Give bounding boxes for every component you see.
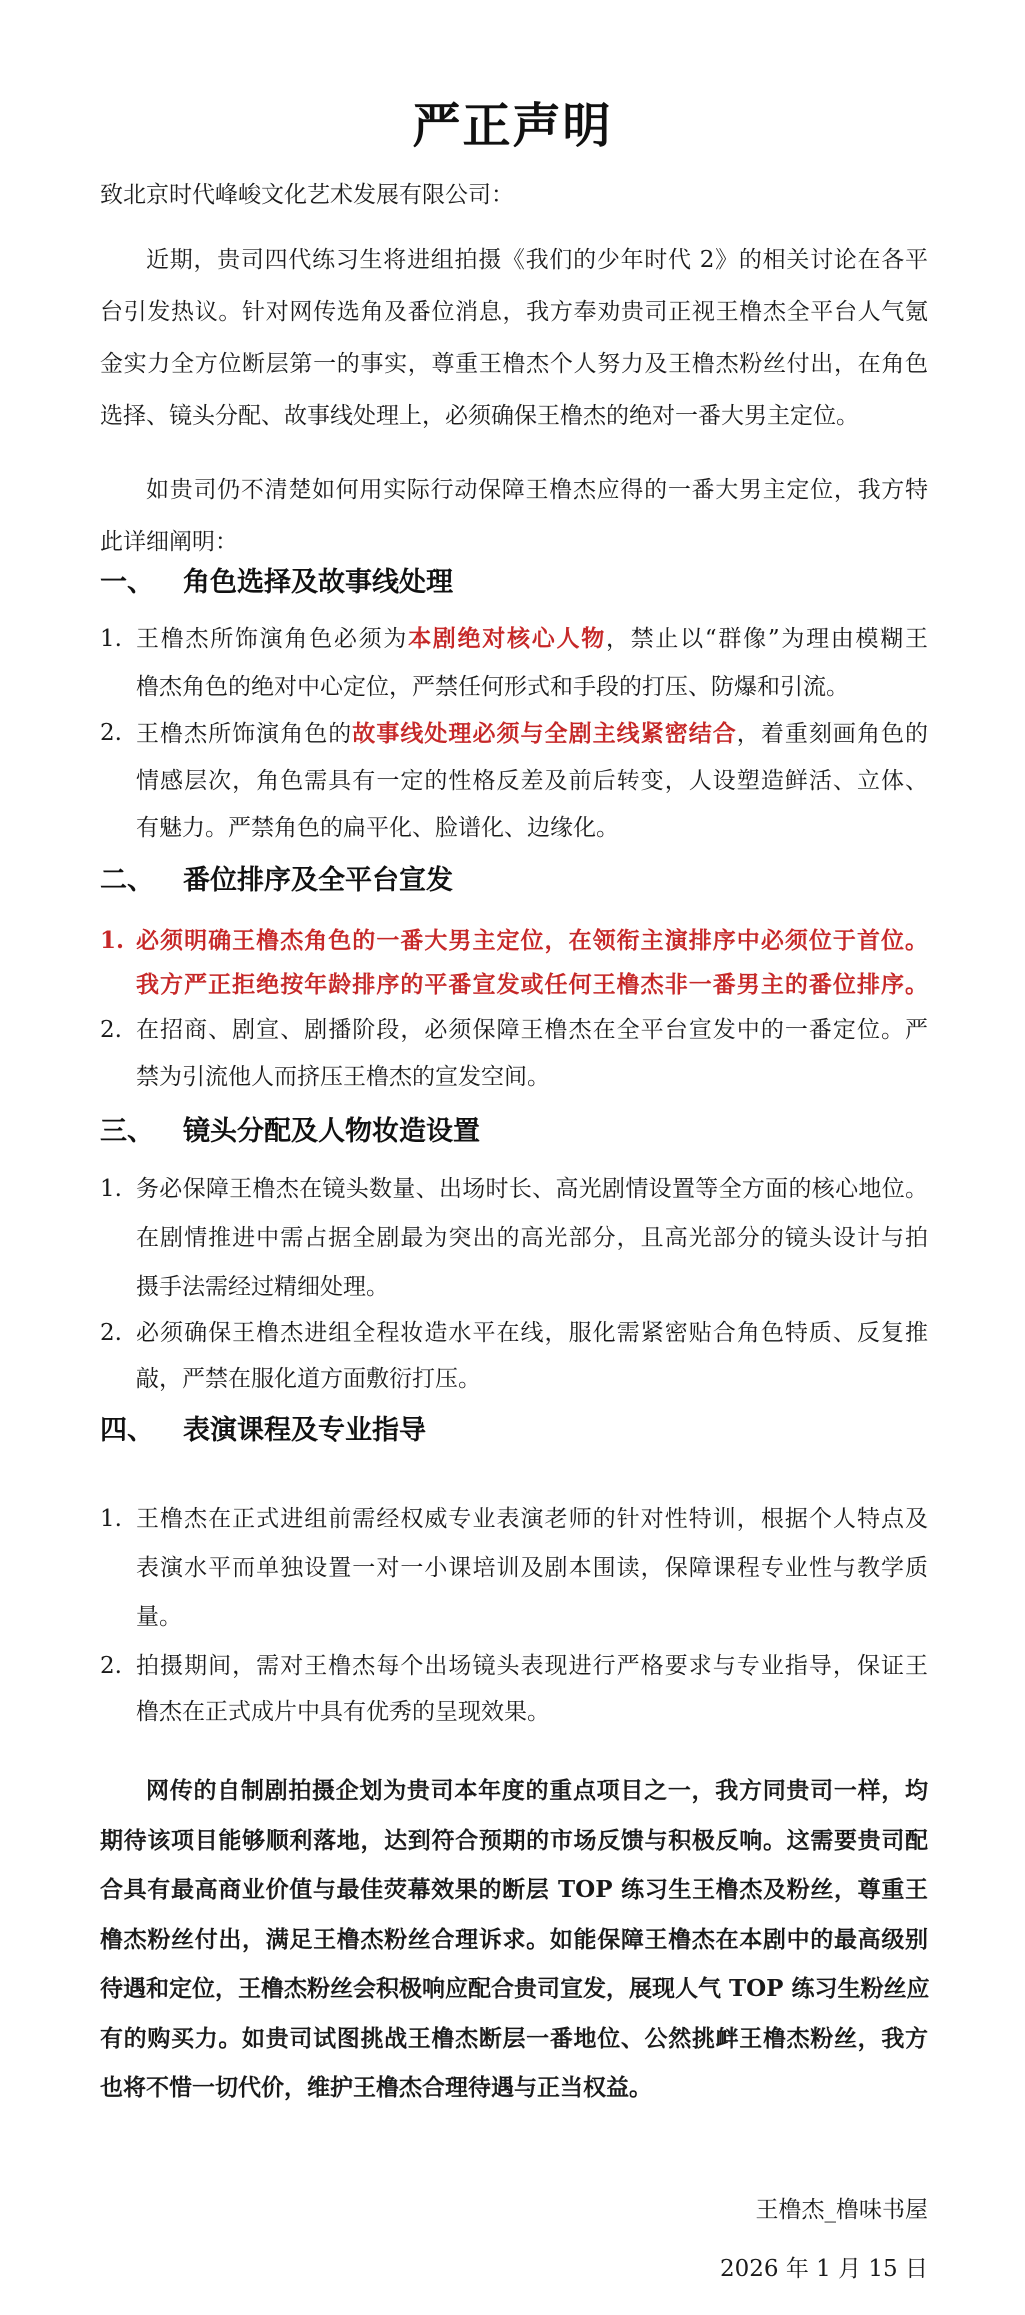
text-line: 金实力全方位断层第一的事实，尊重王橹杰个人努力及王橹杰粉丝付出，在角色 bbox=[100, 351, 928, 377]
item-number: 2. bbox=[100, 719, 122, 746]
list-item bbox=[100, 1495, 928, 1642]
item-number: 1. bbox=[100, 1175, 122, 1202]
text-line: 有魅力。严禁角色的扁平化、脸谱化、边缘化。 bbox=[136, 814, 619, 841]
text-segment: 王橹杰所饰演角色必须为 bbox=[136, 626, 409, 652]
item-number: 1. bbox=[100, 927, 125, 954]
text-line: 选择、镜头分配、故事线处理上，必须确保王橹杰的绝对一番大男主定位。 bbox=[100, 403, 859, 429]
text-line: 如贵司仍不清楚如何用实际行动保障王橹杰应得的一番大男主定位，我方特 bbox=[146, 477, 928, 503]
text-line: 务必保障王橹杰在镜头数量、出场时长、高光剧情设置等全方面的核心地位。 bbox=[136, 1175, 928, 1202]
salutation-text: 致北京时代峰峻文化艺术发展有限公司： bbox=[100, 182, 514, 208]
text-line: 橹杰在正式成片中具有优秀的呈现效果。 bbox=[136, 1699, 550, 1725]
text-line: 合具有最高商业价值与最佳荧幕效果的断层 TOP 练习生王橹杰及粉丝，尊重王 bbox=[100, 1876, 928, 1904]
item-number: 1. bbox=[100, 1505, 122, 1532]
document-title: 严正声明 bbox=[412, 98, 613, 154]
text-line: 情感层次，角色需具有一定的性格反差及前后转变，人设塑造鲜活、立体、 bbox=[136, 767, 928, 794]
text-line: 禁为引流他人而挤压王橹杰的宣发空间。 bbox=[136, 1063, 550, 1090]
section-title: 角色选择及故事线处理 bbox=[183, 567, 453, 598]
item-number: 1. bbox=[100, 626, 122, 652]
text-line: 王橹杰在正式进组前需经权威专业表演老师的针对性特训，根据个人特点及 bbox=[136, 1505, 928, 1532]
list-item bbox=[100, 1007, 928, 1101]
text-segment: 王橹杰所饰演角色的 bbox=[136, 720, 353, 747]
text-line: 待遇和定位，王橹杰粉丝会积极响应配合贵司宣发，展现人气 TOP 练习生粉丝应 bbox=[100, 1975, 930, 2003]
list-item bbox=[100, 1310, 928, 1402]
list-item bbox=[100, 615, 928, 711]
text-line: 橹杰角色的绝对中心定位，严禁任何形式和手段的打压、防爆和引流。 bbox=[136, 674, 849, 700]
section-title: 表演课程及专业指导 bbox=[183, 1415, 426, 1446]
text-line bbox=[136, 615, 928, 663]
intro-paragraph bbox=[100, 464, 928, 568]
list-item bbox=[100, 710, 928, 852]
closing-paragraph bbox=[100, 1766, 928, 2113]
list-item bbox=[100, 919, 928, 1007]
text-segment: ，着重刻画角色的 bbox=[736, 720, 928, 747]
text-line: 必须明确王橹杰角色的一番大男主定位，在领衔主演排序中必须位于首位。 bbox=[136, 927, 928, 954]
section-number: 四、 bbox=[100, 1415, 154, 1446]
section-heading bbox=[100, 563, 453, 603]
section-heading bbox=[100, 1112, 480, 1152]
item-number: 2. bbox=[100, 1320, 122, 1346]
text-line: 近期，贵司四代练习生将进组拍摄《我们的少年时代 2》的相关讨论在各平 bbox=[146, 247, 928, 273]
text-line: 表演水平而单独设置一对一小课培训及剧本围读，保障课程专业性与教学质 bbox=[136, 1554, 928, 1581]
list-item bbox=[100, 1165, 928, 1312]
section-heading bbox=[100, 861, 453, 901]
text-line bbox=[136, 710, 928, 758]
item-number: 2. bbox=[100, 1016, 122, 1043]
section-number: 一、 bbox=[100, 567, 154, 598]
text-line: 敲，严禁在服化道方面敷衍打压。 bbox=[136, 1366, 481, 1392]
text-line: 在招商、剧宣、剧播阶段，必须保障王橹杰在全平台宣发中的一番定位。严 bbox=[136, 1016, 928, 1043]
salutation bbox=[100, 175, 928, 215]
emphasis-text: 本剧绝对核心人物 bbox=[408, 625, 606, 652]
text-line: 我方严正拒绝按年龄排序的平番宣发或任何王橹杰非一番男主的番位排序。 bbox=[136, 971, 928, 998]
section-title: 番位排序及全平台宣发 bbox=[183, 865, 453, 896]
text-line: 期待该项目能够顺利落地，达到符合预期的市场反馈与积极反响。这需要贵司配 bbox=[100, 1826, 928, 1854]
text-line: 必须确保王橹杰进组全程妆造水平在线，服化需紧密贴合角色特质、反复推 bbox=[136, 1320, 928, 1346]
text-line: 此详细阐明： bbox=[100, 529, 238, 555]
text-line: 在剧情推进中需占据全剧最为突出的高光部分，且高光部分的镜头设计与拍 bbox=[136, 1224, 928, 1251]
text-line: 有的购买力。如贵司试图挑战王橹杰断层一番地位、公然挑衅王橹杰粉丝，我方 bbox=[100, 2024, 928, 2052]
section-number: 三、 bbox=[100, 1116, 154, 1147]
text-line: 量。 bbox=[136, 1603, 182, 1630]
text-line: 台引发热议。针对网传选角及番位消息，我方奉劝贵司正视王橹杰全平台人气氪 bbox=[100, 299, 928, 325]
text-line: 拍摄期间，需对王橹杰每个出场镜头表现进行严格要求与专业指导，保证王 bbox=[136, 1653, 928, 1679]
date: 2026 年 1 月 15 日 bbox=[720, 2256, 928, 2282]
text-line: 网传的自制剧拍摄企划为贵司本年度的重点项目之一，我方同贵司一样，均 bbox=[146, 1777, 928, 1805]
text-line: 也将不惜一切代价，维护王橹杰合理待遇与正当权益。 bbox=[100, 2074, 652, 2102]
text-line: 摄手法需经过精细处理。 bbox=[136, 1273, 389, 1300]
text-line: 橹杰粉丝付出，满足王橹杰粉丝合理诉求。如能保障王橹杰在本剧中的最高级别 bbox=[100, 1925, 928, 1953]
emphasis-text: 故事线处理必须与全剧主线紧密结合 bbox=[352, 719, 737, 747]
section-heading bbox=[100, 1411, 426, 1451]
item-number: 2. bbox=[100, 1653, 122, 1679]
section-number: 二、 bbox=[100, 865, 154, 896]
section-title: 镜头分配及人物妆造设置 bbox=[183, 1116, 480, 1147]
text-segment: ，禁止以“群像”为理由模糊王 bbox=[605, 626, 929, 652]
intro-paragraph bbox=[100, 234, 928, 442]
list-item bbox=[100, 1643, 928, 1735]
signature: 王橹杰_橹味书屋 bbox=[755, 2197, 928, 2223]
